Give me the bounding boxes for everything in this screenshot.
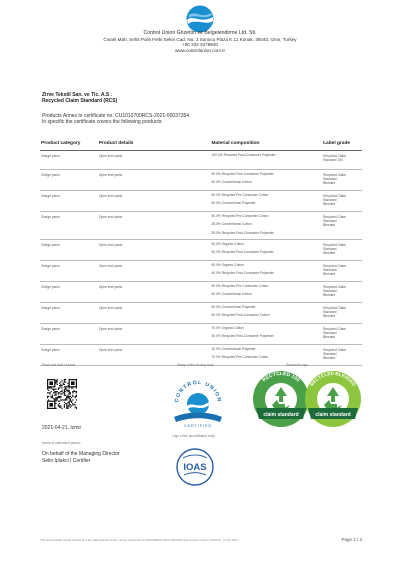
- composition-line: 50.0% Conventional Cotton: [211, 180, 252, 185]
- table-row: [40, 261, 362, 282]
- issuer-phone: +90 232 3479920: [182, 42, 218, 48]
- seal-bottom-text: CERTIFIED: [183, 423, 213, 428]
- label-grade-line: Standard 100: [323, 158, 343, 162]
- header-label-grade: Label grade: [323, 141, 351, 146]
- product-category-cell: Greige yarns: [41, 194, 60, 198]
- label-grade-line: Standard: [323, 268, 337, 272]
- header-product-category: Product category: [41, 141, 81, 146]
- rcsblended-bottom-text: claim standard: [315, 412, 351, 418]
- rcs-logos: [250, 368, 362, 430]
- label-grade-line: Recycled Claim: [323, 306, 347, 310]
- label-grade-line: Standard: [323, 331, 337, 335]
- seal-ring-text: CONTROL UNION: [173, 379, 223, 403]
- qr-finder-pattern: [47, 379, 55, 387]
- products-table: [40, 141, 362, 366]
- material-composition-cell: [211, 324, 323, 344]
- product-category-cell: Greige yarns: [41, 306, 60, 310]
- composition-line: 70.0% Organic Cotton: [211, 326, 244, 330]
- label-grade-line: Standard: [323, 177, 337, 181]
- label-grade-line: Recycled Claim: [323, 285, 347, 289]
- header-material-composition: Material composition: [211, 141, 260, 146]
- label-grade-line: Blended: [323, 314, 336, 318]
- composition-line: 50.0% Conventional Polyester: [211, 201, 256, 206]
- rcsblended-top-text: RECYCLED BLENDED: [309, 370, 357, 388]
- table-header: [40, 141, 362, 151]
- product-category-cell: Greige yarns: [41, 243, 60, 247]
- material-composition-cell: [211, 212, 323, 240]
- label-grade-cell: [323, 282, 362, 297]
- rcs100-top-text: RECYCLED 100: [261, 370, 301, 384]
- label-grade-line: Blended: [323, 181, 336, 185]
- label-grade-cell: [323, 191, 362, 206]
- composition-line: 30.0% Conventional Polyester: [211, 347, 256, 351]
- composition-line: 60.0% Organic Cotton: [211, 263, 244, 267]
- scope-statement: In specific the certificate covers the following products:: [42, 119, 163, 126]
- label-grade-line: Recycled Claim: [323, 154, 347, 158]
- page-number: Page 2 / 3: [341, 537, 362, 542]
- material-composition-cell: [211, 303, 323, 323]
- product-category-cell: Greige yarns: [41, 154, 60, 158]
- product-details-cell: Open end yarns: [98, 264, 123, 268]
- table-row: [40, 303, 362, 324]
- label-grade-line: Blended: [323, 293, 336, 297]
- label-grade-line: Standard: [323, 289, 337, 293]
- label-grade-line: Blended: [323, 272, 336, 276]
- label-grade-line: Blended: [323, 223, 336, 227]
- material-composition-cell: [211, 261, 323, 281]
- label-grade-cell: [323, 345, 362, 360]
- label-grade-line: Blended: [323, 356, 336, 360]
- label-grade-line: Recycled Claim: [323, 243, 347, 247]
- control-union-logo: [186, 5, 214, 33]
- composition-line: 40.0% Recycled Post-Consumer Polyester: [211, 271, 274, 276]
- label-grade-line: Standard: [323, 310, 337, 314]
- table-row: [40, 151, 362, 170]
- ioas-logo: [175, 445, 215, 489]
- table-row: [40, 240, 362, 261]
- table-body: [40, 151, 362, 366]
- composition-line: 50.0% Recycled Post-Consumer Polyester: [211, 172, 274, 176]
- product-category-cell: Greige yarns: [41, 173, 60, 177]
- product-details-cell: Open end yarns: [98, 243, 123, 247]
- product-details-cell: Open end yarns: [98, 215, 123, 219]
- label-grade-line: Blended: [323, 202, 336, 206]
- product-category-cell: Greige yarns: [41, 264, 60, 268]
- product-details-cell: Open end yarns: [98, 285, 123, 289]
- standard-name: Recycled Claim Standard (RCS): [42, 98, 118, 104]
- composition-line: 50.0% Recycled Pre-Consumer Cotton: [211, 214, 269, 218]
- product-details-cell: Open end yarns: [98, 154, 123, 158]
- issuer-website: www.controlunion.com.tr: [174, 47, 226, 53]
- product-category-cell: Greige yarns: [41, 285, 60, 289]
- label-grade-line: Recycled Claim: [323, 348, 347, 352]
- table-row: [40, 191, 362, 212]
- material-composition-cell: [211, 345, 323, 365]
- table-row: [40, 170, 362, 191]
- composition-line: 100.0% Recycled Post-Consumer Polyester: [211, 153, 276, 157]
- issuer-block: [60, 31, 340, 53]
- label-grade-cell: [323, 151, 362, 162]
- label-grade-line: Standard: [323, 219, 337, 223]
- qr-finder-pattern: [69, 379, 77, 387]
- material-composition-cell: [211, 170, 323, 190]
- table-row: [40, 324, 362, 345]
- qr-code: [47, 379, 77, 409]
- label-grade-line: Recycled Claim: [323, 173, 347, 177]
- label-grade-line: Recycled Claim: [323, 215, 347, 219]
- footer: [40, 537, 362, 542]
- product-details-cell: Open end yarns: [98, 194, 123, 198]
- composition-line: 50.0% Recycled Post-Consumer Cotton: [211, 313, 270, 318]
- label-grade-line: Standard: [323, 198, 337, 202]
- label-grade-line: Recycled Claim: [323, 194, 347, 198]
- stamp-label: Stamp of the issuing body: [177, 363, 214, 367]
- label-grade-line: Recycled Claim: [323, 327, 347, 331]
- place-date-label: Place and date of issue: [42, 363, 76, 367]
- ioas-text: IOAS: [183, 462, 207, 473]
- organization-block: [42, 92, 117, 104]
- issuer-address: Cinarli Mah. Sehit Polis Fethi Sekin Cad. No: 3 Sunucu Plaza K:11 Konak, 35040, Izmir, Turkey: [103, 36, 297, 42]
- issuer-name: Control Union Gözetim ve Belgelendirme Ltd. Sti.: [143, 30, 257, 36]
- certificate-reference: Products Annex to certificate no. CU1010700RCS-2021-00037354: [42, 113, 190, 119]
- composition-line: 50.0% Recycled Pre-Consumer Cotton: [211, 284, 269, 288]
- composition-line: 50.0% Recycled Post-Consumer Polyester: [211, 250, 274, 255]
- label-grade-line: Recycled Claim: [323, 264, 347, 268]
- qr-finder-pattern: [47, 401, 55, 409]
- on-behalf-text: On behalf of the Managing Director: [42, 451, 120, 457]
- product-category-cell: Greige yarns: [41, 348, 60, 352]
- material-composition-cell: [211, 151, 323, 162]
- composition-line: 30.0% Recycled Post-Consumer Polyester: [211, 334, 274, 339]
- signatory-block: [42, 451, 120, 465]
- composition-line: 25.0% Recycled Post-Consumer Polyester: [211, 230, 274, 235]
- table-row: [40, 212, 362, 240]
- label-grade-cell: [323, 261, 362, 276]
- issue-date: 2021-04-21, Izmir: [42, 425, 82, 431]
- rcs100-bottom-text: claim standard: [263, 412, 299, 418]
- standard-logo-label: Standard's logo: [286, 363, 309, 367]
- material-composition-cell: [211, 240, 323, 260]
- label-grade-cell: [323, 240, 362, 255]
- composition-line: 70.0% Recycled Pre-Consumer Cotton: [211, 355, 269, 360]
- table-row: [40, 282, 362, 303]
- material-composition-cell: [211, 282, 323, 302]
- composition-line: 50.0% Organic Cotton: [211, 242, 244, 246]
- material-composition-cell: [211, 191, 323, 211]
- product-details-cell: Open end yarns: [98, 306, 123, 310]
- control-union-certified-seal: [166, 370, 230, 430]
- label-grade-line: Standard: [323, 352, 337, 356]
- label-grade-line: Blended: [323, 335, 336, 339]
- organization-name: Zirve Tekstil San. ve Tic. A.S .: [42, 92, 112, 98]
- composition-line: 25.0% Conventional Cotton: [211, 222, 252, 227]
- composition-line: 50.0% Conventional Polyester: [211, 305, 256, 309]
- label-grade-line: Standard: [323, 247, 337, 251]
- label-grade-cell: [323, 170, 362, 185]
- accreditation-label: Logo of the accreditation body: [172, 434, 215, 438]
- product-details-cell: Open end yarns: [98, 348, 123, 352]
- certifier-name: Selin Iplakci | Certifier: [42, 458, 91, 464]
- footer-note: This electronically issued document is the valid original version. Scope Certificate CU1010700RCS-2021-00037354 and License number 1010700 , 21 Apr 2021: [40, 537, 238, 542]
- intro-text: [42, 113, 189, 125]
- product-category-cell: Greige yarns: [41, 327, 60, 331]
- authorized-person-label: Name of authorized person: [42, 441, 81, 445]
- composition-line: 50.0% Conventional Cotton: [211, 292, 252, 297]
- product-category-cell: Greige yarns: [41, 215, 60, 219]
- product-details-cell: Open end yarns: [98, 327, 123, 331]
- label-grade-line: Blended: [323, 251, 336, 255]
- label-grade-cell: [323, 324, 362, 339]
- label-grade-cell: [323, 212, 362, 227]
- recycled-100-logo: [253, 371, 309, 427]
- header-product-details: Product details: [98, 141, 134, 146]
- composition-line: 50.0% Recycled Pre-Consumer Cotton: [211, 193, 269, 197]
- label-grade-cell: [323, 303, 362, 318]
- product-details-cell: Open end yarns: [98, 173, 123, 177]
- recycled-blended-logo: [305, 371, 361, 427]
